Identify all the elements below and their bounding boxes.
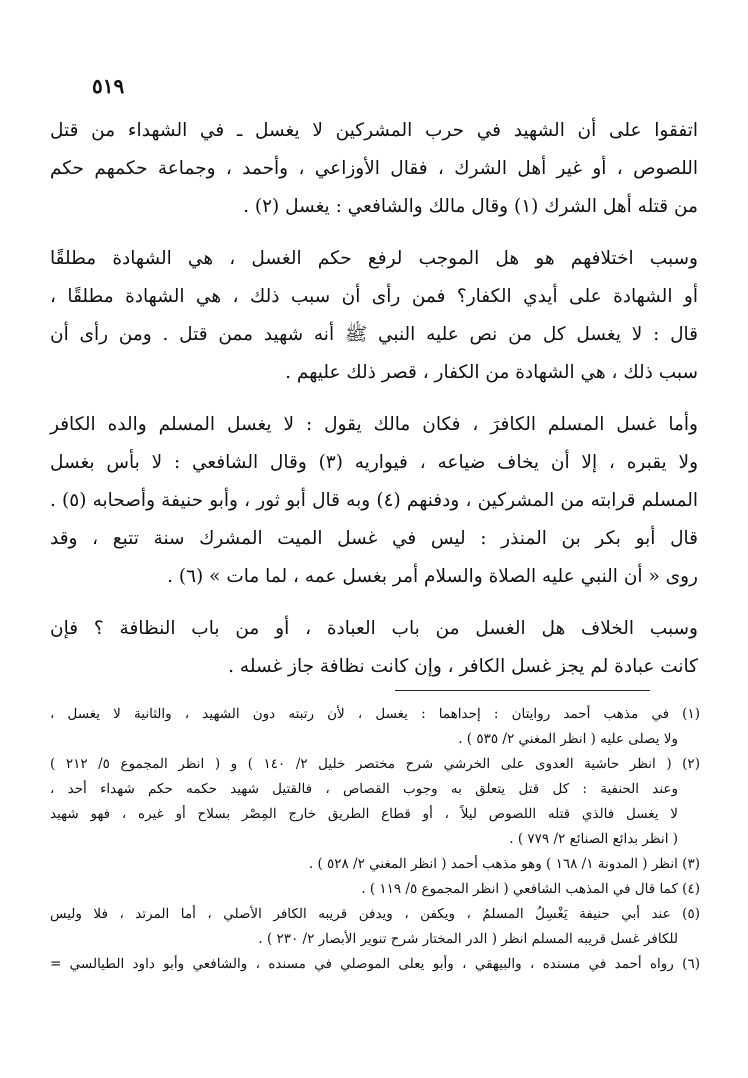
text-line: سبب ذلك ، هي الشهادة من الكفار ، قصر ذلك عليهم .	[285, 362, 698, 383]
footnote-line: (٤) كما قال في المذهب الشافعي ( انظر المجموع ٥/ ١١٩ ) .	[361, 881, 700, 897]
text-line: وأما غسل المسلم الكافرَ ، فكان مالك يقول : لا يغسل المسلم والده الكافر	[50, 414, 698, 435]
footnote-line: لا يغسل فالذي قتله اللصوص ليلاً ، أو قطاع الطريق خارج المِصْر بسلاح أو غيره ، فهو شهيد	[50, 806, 678, 822]
text-line: كانت عبادة لم يجز غسل الكافر ، وإن كانت نظافة جاز غسله .	[228, 656, 698, 677]
footnote-line: (٣) انظر ( المدونة ١/ ١٦٨ ) وهو مذهب أحمد ( انظر المغني ٢/ ٥٢٨ ) .	[308, 856, 700, 872]
text-line: أو الشهادة على أيدي الكفار؟ فمن رأى أن سبب ذلك ، هي الشهادة مطلقًا ،	[50, 286, 698, 307]
footnote-separator	[395, 690, 650, 691]
text-line: قال : لا يغسل كل من نص عليه النبي ﷺ أنه شهيد ممن قتل . ومن رأى أن	[50, 324, 698, 345]
footnote-5	[50, 902, 700, 952]
paragraph-4	[50, 610, 698, 686]
text-line: وسبب الخلاف هل الغسل من باب العبادة ، أو من باب النظافة ؟ فإن	[50, 618, 698, 639]
footnote-line: وعند الحنفية : كل قتل يتعلق به وجوب القصاص ، فالقتيل شهيد حكمه حكم شهداء أحد ،	[50, 781, 678, 797]
text-line: اتفقوا على أن الشهيد في حرب المشركين لا يغسل ـ في الشهداء من قتل	[50, 120, 698, 141]
footnote-line: (١) في مذهب أحمد روايتان : إحداهما : يغسل ، لأن رتبته دون الشهيد ، والثانية لا يغسل ،	[50, 706, 700, 722]
text-line: اللصوص ، أو غير أهل الشرك ، فقال الأوزاعي ، وأحمد ، وجماعة حكمهم حكم	[50, 158, 698, 179]
text-line: روى « أن النبي عليه الصلاة والسلام أمر بغسل عمه ، لما مات » (٦) .	[167, 566, 698, 587]
footnote-line: (٥) عند أبي حنيفة يَغْسِلُ المسلمُ ، ويكفن ، ويدفن قريبه الكافر الأصلي ، أما المرتد ، فلا وليس	[50, 906, 700, 922]
footnote-2	[50, 752, 700, 852]
footnote-line: (٢) ( انظر حاشية العدوى على الخرشي شرح مختصر خليل ٢/ ١٤٠ ) و ( انظر المجموع ٥/ ٢١٢ )	[50, 756, 700, 772]
paragraph-1	[50, 112, 698, 226]
footnote-3	[50, 852, 700, 877]
main-text	[50, 112, 698, 686]
footnote-line: (٦) رواه أحمد في مسنده ، والبيهقي ، وأبو يعلى الموصلي في مسنده ، والشافعي وأبو داود الطيالسي =	[50, 956, 700, 972]
footnote-4	[50, 877, 700, 902]
text-line: المسلم قرابته من المشركين ، ودفنهم (٤) وبه قال أبو ثور ، وأبو حنيفة وأصحابه (٥) .	[50, 490, 698, 511]
text-line: من قتله أهل الشرك (١) وقال مالك والشافعي : يغسل (٢) .	[243, 196, 698, 217]
paragraph-3	[50, 406, 698, 596]
footnote-1	[50, 702, 700, 752]
paragraph-2	[50, 240, 698, 392]
text-line: ولا يقبره ، إلا أن يخاف ضياعه ، فيواريه (٣) وقال الشافعي : لا بأس بغسل	[50, 452, 699, 473]
text-line: وسبب اختلافهم هو هل الموجب لرفع حكم الغسل ، هي الشهادة مطلقًا	[50, 248, 698, 269]
text-line: قال أبو بكر بن المنذر : ليس في غسل الميت المشرك سنة تتبع ، وقد	[50, 528, 698, 549]
footnotes	[50, 702, 700, 977]
footnote-line: ( انظر بدائع الصنائع ٢/ ٧٧٩ ) .	[509, 831, 678, 847]
footnote-line: ولا يصلى عليه ( انظر المغني ٢/ ٥٣٥ ) .	[458, 731, 678, 747]
footnote-6	[50, 952, 700, 977]
page-number: ٥١٩	[92, 74, 125, 98]
footnote-line: للكافر غسل قريبه المسلم انظر ( الدر المختار شرح تنوير الأبصار ٢/ ٢٣٠ ) .	[258, 931, 678, 947]
